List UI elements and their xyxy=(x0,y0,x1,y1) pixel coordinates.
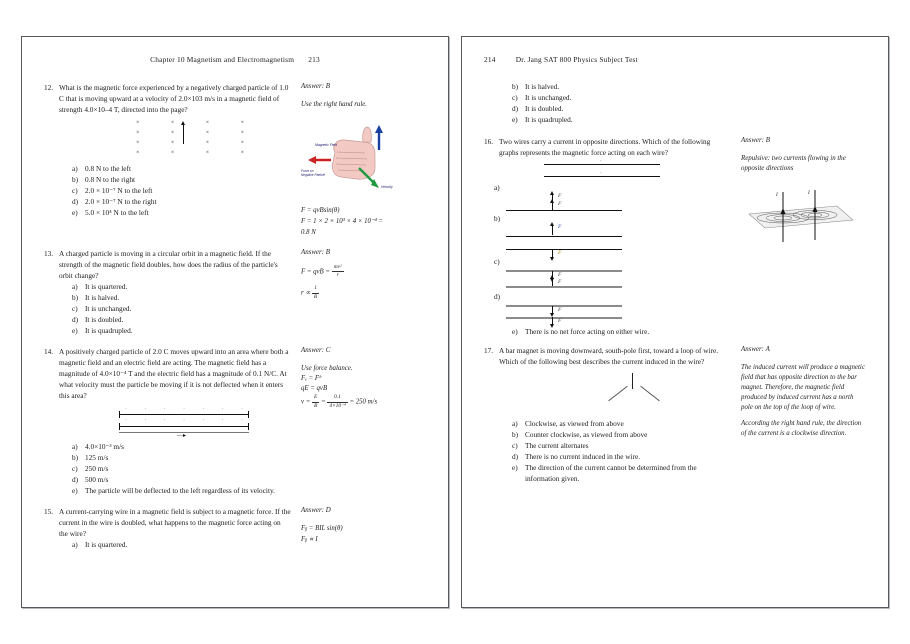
option-row-d[interactable] xyxy=(484,292,731,301)
wire-line xyxy=(506,305,622,307)
answer-13-header: Answer: B xyxy=(301,248,330,256)
choice-item[interactable]: b) It is halved. xyxy=(512,82,560,91)
field-dot-row: · · · · · · · xyxy=(125,416,243,423)
force-up-arrow-icon xyxy=(552,225,553,235)
svg-text:Magnetic Field: Magnetic Field xyxy=(315,143,338,147)
question-16-text xyxy=(484,136,731,158)
right-running-head-title: Dr. Jang SAT 800 Physics Subject Test xyxy=(515,55,638,64)
left-page-running-head xyxy=(44,55,426,66)
option-row-b[interactable] xyxy=(484,214,731,223)
force-up-arrow-icon xyxy=(552,278,553,286)
question-block-16 xyxy=(484,136,866,336)
lower-plate-line xyxy=(119,426,249,427)
choice-item[interactable]: a) 4.0×10⁻³ m/s xyxy=(72,441,124,451)
force-down-arrow-icon xyxy=(552,317,553,325)
question-13-number: 13. xyxy=(44,248,54,258)
choice-item[interactable]: b) Counter clockwise, as viewed from above xyxy=(512,430,648,439)
two-wires-magnetic-field-figure xyxy=(741,180,861,248)
question-16-stem-figure: · · xyxy=(544,158,694,182)
question-14-stem: A positively charged particle of 2.0 C moves upward into an area where both a magnetic field and an electric field are acting. The magnetic field has a magnitude of 4.0×10⁻⁴ T and the electric field has a magnitude of 0.1 N/C. At what velocity must the particle be moving if it is not deflected when it enters this area? xyxy=(59,346,289,400)
answer-13-formula-main: F = qvB = xyxy=(301,268,330,276)
answer-13-prop-fraction: $\frac{1}{B}$ xyxy=(313,285,318,300)
wire-line xyxy=(544,176,660,177)
answer-block-14 xyxy=(301,346,426,497)
answer-12-formula-line: F = qvBsin(θ) xyxy=(301,207,340,214)
wire-line xyxy=(506,317,622,319)
question-16-options xyxy=(484,183,731,336)
answer-12-header: Answer: B xyxy=(301,83,330,90)
answer-13-formula xyxy=(301,265,426,279)
option-e-text: There is no net force acting on either wire. xyxy=(525,326,650,336)
answer-12-note: Use the right hand rule. xyxy=(301,101,368,108)
question-17-stem: A bar magnet is moving downward, south-pole first, toward a loop of wire. Which of the following best describes the current induced in the wire? xyxy=(499,345,719,366)
question-16-stem: Two wires carry a current in opposite directions. Which of the following graphs represents the magnetic force acting on each wire? xyxy=(499,136,711,157)
field-row: × × × × xyxy=(136,130,244,137)
force-label: F xyxy=(558,278,562,285)
answer-14-formula-line: Fₑ = Fᵇ xyxy=(301,374,321,382)
left-page-folio: 213 xyxy=(308,55,320,64)
answer-16-note: Repulsive: two currents flowing in the opposite directions xyxy=(741,154,846,172)
option-a-label: a) xyxy=(494,182,500,192)
question-12-number: 12. xyxy=(44,83,54,92)
question-12-choices xyxy=(44,164,291,219)
question-block-15 xyxy=(44,506,426,551)
choice-item[interactable]: e) It is quadrupled. xyxy=(512,114,573,124)
option-b-figure xyxy=(506,223,656,257)
force-down-arrow-icon xyxy=(552,306,553,314)
force-label: F xyxy=(558,223,562,230)
question-15-text xyxy=(44,506,291,539)
option-row-e[interactable] xyxy=(484,327,731,336)
answer-14-header: Answer: C xyxy=(301,346,331,354)
option-d-figure xyxy=(506,301,656,325)
option-e-label: e) xyxy=(512,326,518,336)
wire-loop-left-icon xyxy=(608,386,628,402)
answer-15-header: Answer: D xyxy=(301,506,331,514)
option-c-figure xyxy=(506,266,656,292)
wire-loop-right-icon xyxy=(640,386,660,402)
answer-13-fraction: $\frac{\text{mv²}}{r}$ xyxy=(333,263,342,279)
choice-item[interactable]: c) 250 m/s xyxy=(72,463,109,473)
answer-12-formula-line: 0.8 N xyxy=(301,228,316,236)
choice-item[interactable]: a) It is quartered. xyxy=(72,539,128,549)
choice-item[interactable]: d) 2.0 × 10⁻⁷ N to the right xyxy=(72,197,157,207)
svg-text:I: I xyxy=(808,190,810,196)
left-running-head-title: Chapter 10 Magnetism and Electromagnetism xyxy=(150,55,295,64)
left-page xyxy=(21,36,449,608)
option-row-a[interactable] xyxy=(484,183,731,192)
choice-item[interactable]: d) There is no current induced in the wire. xyxy=(512,451,641,461)
answer-12-formula-line: F = 1 × 2 × 10³ × 4 × 10⁻⁴ = xyxy=(301,217,384,225)
svg-text:Velocity: Velocity xyxy=(381,185,393,189)
wire-line xyxy=(506,210,622,211)
choice-item[interactable]: a) It is quartered. xyxy=(72,281,128,291)
plate-end-tick xyxy=(248,423,249,430)
option-d-label: d) xyxy=(494,291,501,301)
magnetic-field-arrow-icon xyxy=(375,125,383,150)
question-block-14 xyxy=(44,346,426,497)
right-page xyxy=(461,36,889,608)
force-label: F xyxy=(558,271,562,278)
velocity-up-arrow-icon xyxy=(183,124,184,144)
question-15-stem: A current-carrying wire in a magnetic field is subject to a magnetic force. If the current in the wire is doubled, what happens to the magnetic force acting on the wire? xyxy=(59,506,291,538)
question-12-stem: What is the magnetic force experienced by a negatively charged particle of 1.0 C that is moving upward at a velocity of 2.0×103 m/s in a magnetic field of strength 4.0×10–4 T, directed into the page? xyxy=(59,83,289,115)
question-13-stem: A charged particle is moving in a circular orbit in a magnetic field. If the strength of the magnetic field doubles, how does the radius of the particle's orbit change? xyxy=(59,248,278,280)
field-dot-row: · · · · · · · xyxy=(125,405,243,412)
choice-item[interactable]: a) Clockwise, as viewed from above xyxy=(512,419,624,429)
question-17-number: 17. xyxy=(484,345,494,355)
field-row: × × × × xyxy=(136,120,244,127)
choice-item[interactable]: e) 5.0 × 10⁴ N to the left xyxy=(72,207,149,217)
right-page-folio: 214 xyxy=(484,55,496,64)
parallel-plates-diagram xyxy=(119,405,249,439)
answer-14-velocity-formula: v = $\frac{E}{B}$ = $\frac{0.1}{\text{4×10⁻⁴}}$ = 250 m/s xyxy=(301,394,378,409)
choice-item[interactable]: b) It is halved. xyxy=(72,292,120,302)
force-label: F xyxy=(558,200,562,207)
question-block-12 xyxy=(44,82,426,239)
answer-14-note: Use force balance. xyxy=(301,364,353,372)
force-up-arrow-icon xyxy=(552,202,553,210)
wire-line xyxy=(506,286,622,288)
field-row: × × × × xyxy=(136,140,244,147)
answer-17-header: Answer: A xyxy=(741,345,770,353)
question-15-choices xyxy=(44,540,291,551)
question-block-17 xyxy=(484,345,866,485)
answer-block-15 xyxy=(301,506,426,551)
answer-block-16 xyxy=(741,136,866,336)
svg-text:I: I xyxy=(776,192,778,198)
answer-block-12 xyxy=(301,82,426,239)
right-page-running-head xyxy=(484,55,866,66)
wire-line xyxy=(506,249,622,250)
bar-magnet-loop-figure xyxy=(554,371,734,415)
question-17-text xyxy=(484,345,731,367)
question-12-text xyxy=(44,82,291,115)
force-arrow-icon xyxy=(308,156,331,164)
option-b-label: b) xyxy=(494,213,501,223)
force-label: F xyxy=(558,317,562,324)
choice-item[interactable]: c) The current alternates xyxy=(512,440,589,450)
option-c-label: c) xyxy=(494,256,500,266)
bar-magnet-icon xyxy=(632,373,633,389)
force-down-arrow-icon xyxy=(552,250,553,258)
magnetic-field-into-page-diagram xyxy=(136,118,244,158)
choice-item[interactable]: a) 0.8 N to the left xyxy=(72,164,132,174)
answer-block-13 xyxy=(301,248,426,337)
choice-item[interactable]: d) It is doubled. xyxy=(72,314,124,324)
question-15-continued-choices xyxy=(484,82,866,126)
answer-15-formula-line: Fᵦ = BIL sin(θ) xyxy=(301,524,343,532)
plate-end-tick xyxy=(248,411,249,418)
choice-item[interactable]: c) It is unchanged. xyxy=(512,92,572,102)
answer-16-header: Answer: B xyxy=(741,136,770,144)
question-16-number: 16. xyxy=(484,136,494,146)
choice-item[interactable]: c) 2.0 × 10⁻⁷ N to the left xyxy=(72,186,153,196)
particle-velocity-marker-icon: —▸ xyxy=(177,432,187,439)
question-13-text xyxy=(44,248,291,281)
answer-14-fraction-values: $\frac{0.1}{\text{4×10⁻⁴}}$ xyxy=(329,394,346,409)
plate-end-tick xyxy=(119,423,120,430)
answer-14-formula-line: qE = qvB xyxy=(301,385,328,393)
wire-line xyxy=(506,236,622,237)
plate-end-tick xyxy=(119,411,120,418)
wire-line xyxy=(506,270,622,272)
field-row: × × × × xyxy=(136,150,244,157)
option-a-figure xyxy=(506,192,656,214)
choice-item[interactable]: e) It is quadrupled. xyxy=(72,325,133,335)
choice-item[interactable]: b) 125 m/s xyxy=(72,452,109,462)
answer-14-fraction-eb: $\frac{E}{B}$ xyxy=(314,394,318,409)
force-label: F xyxy=(558,306,562,313)
question-14-number: 14. xyxy=(44,346,54,356)
force-label: F xyxy=(558,249,562,256)
choice-item[interactable]: d) It is doubled. xyxy=(512,103,564,113)
answer-13-proportion: r ∝ $\frac{1}{B}$ xyxy=(301,285,318,300)
upper-plate-line xyxy=(119,414,249,415)
answer-17-paragraph: According the right hand rule, the direction of the current is a clockwise direction. xyxy=(741,419,862,437)
right-hand-rule-figure xyxy=(301,122,421,194)
question-14-text xyxy=(44,346,291,401)
svg-text:Force on: Force on xyxy=(301,169,314,173)
svg-text:Negative Particle: Negative Particle xyxy=(301,173,326,177)
option-row-c[interactable] xyxy=(484,257,731,266)
question-13-choices xyxy=(44,282,291,337)
question-15-number: 15. xyxy=(44,506,54,516)
force-label: F xyxy=(558,192,562,199)
question-17-choices xyxy=(484,419,731,485)
answer-15-formula-line: Fᵦ ∝ I xyxy=(301,535,318,543)
choice-item[interactable]: d) 500 m/s xyxy=(72,474,109,484)
choice-item[interactable]: e) The direction of the current cannot be determined from the information given. xyxy=(512,462,697,483)
choice-item[interactable]: c) It is unchanged. xyxy=(72,303,132,313)
answer-17-paragraph: The induced current will produce a magnetic field that has opposite direction to the bar magnet. Therefore, the magnetic field produced by induced current has a north pole on the top of the loop of wire. xyxy=(741,363,865,411)
choice-item[interactable]: b) 0.8 N to the right xyxy=(72,175,136,185)
wire-line xyxy=(544,164,660,165)
choice-item[interactable]: e) The particle will be deflected to the left regardless of its velocity. xyxy=(72,485,275,495)
question-block-13 xyxy=(44,248,426,337)
question-14-choices xyxy=(44,442,291,497)
answer-block-17 xyxy=(741,345,866,485)
